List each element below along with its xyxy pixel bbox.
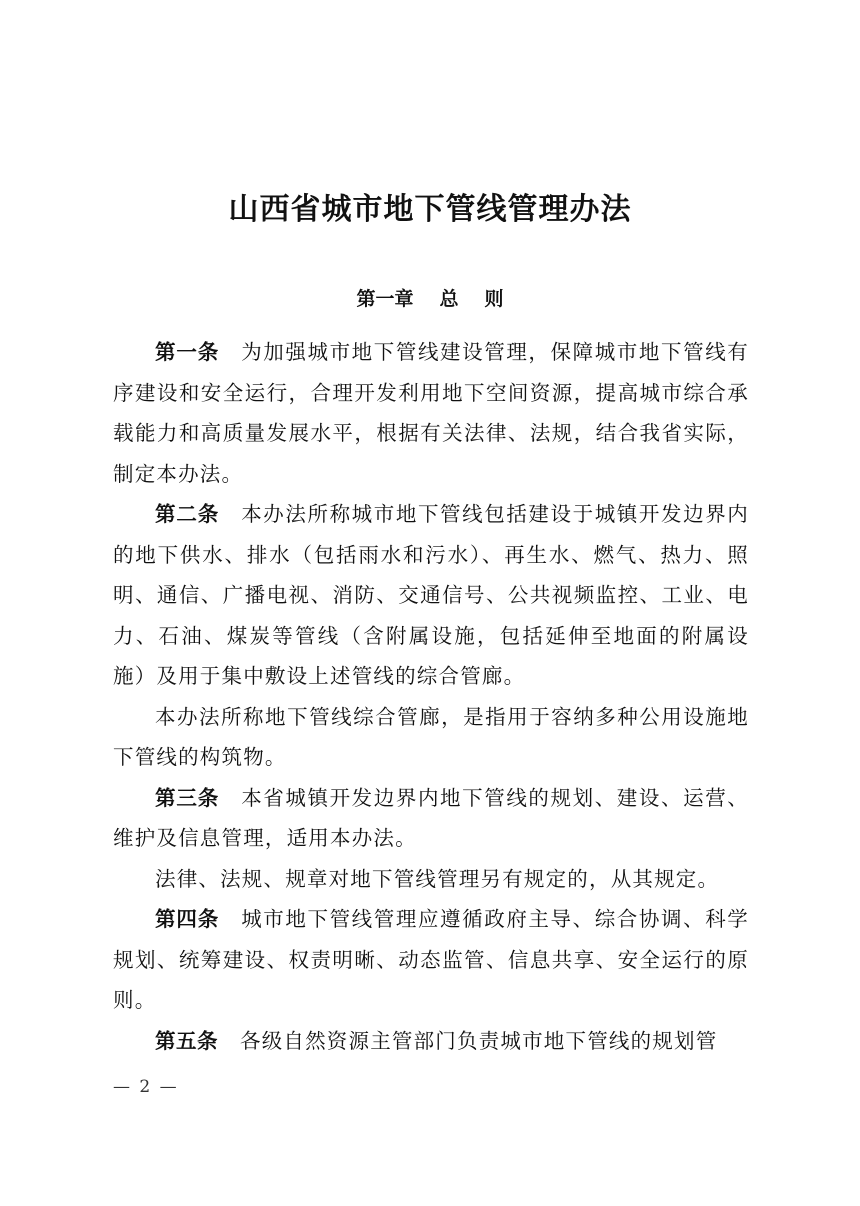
article-label: 第三条: [155, 785, 220, 810]
chapter-name-part1: 总: [439, 288, 459, 310]
chapter-number: 第一章: [356, 288, 414, 310]
paragraph-article-5: [113, 1021, 749, 1062]
paragraph-article-3-exception: [113, 859, 749, 900]
paragraph-article-4: [113, 899, 749, 1021]
article-label: 第一条: [155, 340, 220, 364]
paragraph-text: 本办法所称城市地下管线包括建设于城镇开发边界内的地下供水、排水（包括雨水和污水）、再生水、燃气、热力、照明、通信、广播电视、消防、交通信号、公共视频监控、工业、电力、石油、煤炭等管线（含附属设施，包括延伸至地面的附属设施）及用于集中敷设上述管线的综合管廊。: [113, 502, 749, 688]
article-label: 第五条: [155, 1028, 218, 1053]
paragraph-text: 各级自然资源主管部门负责城市地下管线的规划管: [240, 1028, 718, 1053]
paragraph-text: 本省城镇开发边界内地下管线的规划、建设、运营、维护及信息管理，适用本办法。: [113, 785, 749, 850]
document-body: [113, 332, 749, 1061]
article-label: 第二条: [155, 502, 220, 526]
paragraph-text: 本办法所称地下管线综合管廊，是指用于容纳多种公用设施地下管线的构筑物。: [113, 704, 749, 769]
document-title: 山西省城市地下管线管理办法: [228, 192, 632, 227]
paragraph-article-2-definition: [113, 697, 749, 778]
chapter-heading: [0, 284, 860, 311]
paragraph-text: 城市地下管线管理应遵循政府主导、综合协调、科学规划、统筹建设、权责明晰、动态监管、信息共享、安全运行的原则。: [113, 907, 749, 1012]
paragraph-article-1: [113, 332, 749, 494]
paragraph-article-3: [113, 778, 749, 859]
paragraph-text: 为加强城市地下管线建设管理，保障城市地下管线有序建设和安全运行，合理开发利用地下空间资源，提高城市综合承载能力和高质量发展水平，根据有关法律、法规，结合我省实际，制定本办法。: [113, 340, 749, 486]
paragraph-article-2: [113, 494, 749, 697]
page-number: — 2 —: [113, 1077, 179, 1097]
chapter-name-part2: 则: [484, 288, 504, 310]
paragraph-text: 法律、法规、规章对地下管线管理另有规定的，从其规定。: [155, 866, 720, 891]
article-label: 第四条: [155, 907, 220, 931]
